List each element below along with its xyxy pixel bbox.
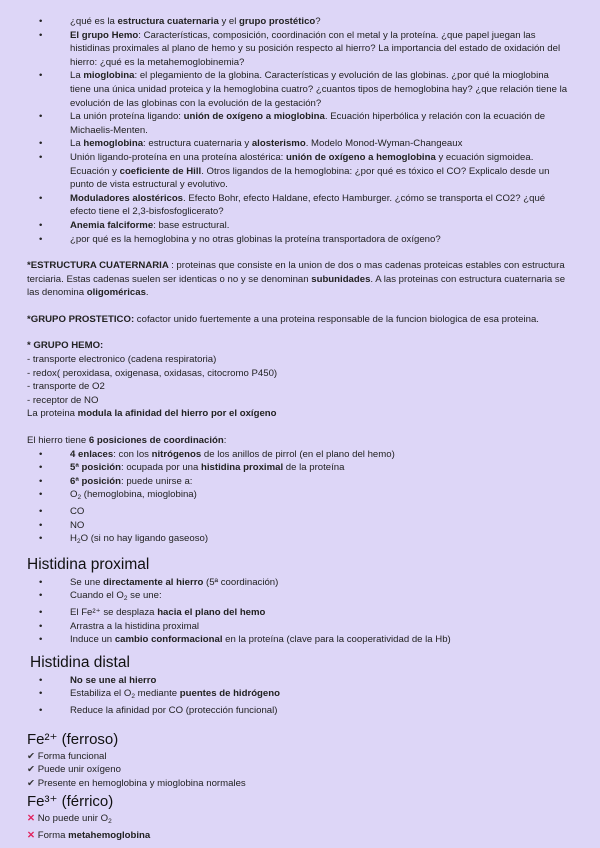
list-item: • $H_2O$ (si no hay ligando gaseoso) bbox=[27, 532, 570, 549]
list-item: • Unión ligando-proteína en una proteína alostérica: unión de oxígeno a hemoglobina y ecuación sigmoidea. Ecuación y coeficiente de Hill. Otros ligandos de la hemoglobina: ¿por qué es tóxico el CO? Explicalo desde un punto de vista estructural y evolutivo. bbox=[27, 151, 570, 192]
list-item: • 4 enlaces: con los nitrógenos de los anillos de pirrol (en el plano del hemo) bbox=[27, 448, 570, 462]
ferroso-item: ✔ Puede unir oxígeno bbox=[27, 764, 121, 776]
cross-icon: ✕ bbox=[27, 829, 36, 841]
list-item: • Cuando el $O_2$ se une: bbox=[27, 589, 570, 606]
ferroso-item: ✔ Presente en hemoglobina y mioglobina normales bbox=[27, 777, 246, 789]
proximal-list bbox=[27, 576, 570, 647]
histidina-proximal-heading: Histidina proximal bbox=[27, 555, 150, 573]
histidina-distal-heading: Histidina distal bbox=[30, 653, 130, 671]
topic-list bbox=[27, 15, 570, 246]
list-item: • NO bbox=[27, 519, 570, 533]
ferroso-heading: Fe²⁺ (ferroso) bbox=[27, 730, 119, 748]
hemo-title: * GRUPO HEMO: bbox=[27, 340, 104, 352]
list-item: • Reduce la afinidad por CO (protección funcional) bbox=[27, 704, 570, 718]
cross-icon: ✕ bbox=[27, 813, 36, 825]
check-icon: ✔ bbox=[27, 764, 36, 776]
ferrico-heading: Fe³⁺ (férrico) bbox=[27, 793, 114, 811]
cuaternaria-definition: *ESTRUCTURA CUATERNARIA : proteinas que consiste en la union de dos o mas cadenas proteicas estables con estructura terciaria. Estas cadenas suelen ser identicas o no y se denominan subunidades. A las proteinas con estructura cuaternaria se las denomina oligoméricas. bbox=[27, 260, 566, 299]
list-item: • Estabiliza el $O_2$ mediante puentes de hidrógeno bbox=[27, 687, 570, 704]
hemo-line: - transporte de O2 bbox=[27, 381, 105, 393]
list-item: • Anemia falciforme: base estructural. bbox=[27, 219, 570, 233]
check-icon: ✔ bbox=[27, 777, 36, 789]
list-item: • La unión proteína ligando: unión de oxígeno a mioglobina. Ecuación hiperbólica y relación con la ecuación de Michaelis-Menten. bbox=[27, 110, 570, 137]
list-item: • El Fe²⁺ se desplaza hacia el plano del hemo bbox=[27, 606, 570, 620]
ferrico-item: ✕ No puede unir $O_2$ bbox=[27, 813, 112, 826]
hemo-modulation: La proteina modula la afinidad del hierro por el oxígeno bbox=[27, 408, 277, 420]
list-item: • $O_2$ (hemoglobina, mioglobina) bbox=[27, 488, 570, 505]
distal-list bbox=[27, 674, 570, 718]
hemo-line: - receptor de NO bbox=[27, 394, 99, 406]
hemo-line: - transporte electronico (cadena respiratoria) bbox=[27, 354, 217, 366]
list-item: • La hemoglobina: estructura cuaternaria y alosterismo. Modelo Monod-Wyman-Changeaux bbox=[27, 137, 570, 151]
list-item: • ¿por qué es la hemoglobina y no otras globinas la proteína transportadora de oxígeno? bbox=[27, 233, 570, 247]
ferrico-item: ✕ Forma metahemoglobina bbox=[27, 829, 151, 841]
list-item: • El grupo Hemo: Características, composición, coordinación con el metal y la proteína. ¿que papel juegan las histidinas proximales al plano de hemo y su posición respecto al hierro? La importancia del estado de oxidación del hierro: ¿qué es la metahemoglobinemia? bbox=[27, 29, 570, 70]
list-item: • ¿qué es la estructura cuaternaria y el grupo prostético? bbox=[27, 15, 570, 29]
list-item: • Induce un cambio conformacional en la proteína (clave para la cooperatividad de la Hb) bbox=[27, 633, 570, 647]
prostetico-definition: *GRUPO PROSTETICO: cofactor unido fuertemente a una proteina responsable de la funcion biologica de esa proteina. bbox=[27, 313, 539, 325]
list-item: • CO bbox=[27, 505, 570, 519]
check-icon: ✔ bbox=[27, 750, 36, 762]
list-item: • 6ª posición: puede unirse a: bbox=[27, 475, 570, 489]
list-item: • La mioglobina: el plegamiento de la globina. Características y evolución de las globinas. ¿por qué la mioglobina tiene una única unidad proteica y la hemoglobina cuatro? ¿cuantos tipos de hemoglobina hay? ¿que relación tiene la evolución de las globinas con la evolución de la gestación? bbox=[27, 69, 570, 110]
list-item: • 5ª posición: ocupada por una histidina proximal de la proteína bbox=[27, 461, 570, 475]
ferroso-item: ✔ Forma funcional bbox=[27, 750, 107, 762]
coordination-list bbox=[27, 448, 570, 549]
list-item: • Arrastra a la histidina proximal bbox=[27, 620, 570, 634]
list-item: • No se une al hierro bbox=[27, 674, 570, 688]
hemo-line: - redox( peroxidasa, oxigenasa, oxidasas, citocromo P450) bbox=[27, 367, 278, 379]
list-item: • Se une directamente al hierro (5ª coordinación) bbox=[27, 576, 570, 590]
coordination-intro: El hierro tiene 6 posiciones de coordinación: bbox=[27, 435, 227, 447]
list-item: • Moduladores alostéricos. Efecto Bohr, efecto Haldane, efecto Hamburger. ¿cómo se transporta el CO2? ¿qué efecto tiene el 2,3-bisfosfoglicerato? bbox=[27, 192, 570, 219]
